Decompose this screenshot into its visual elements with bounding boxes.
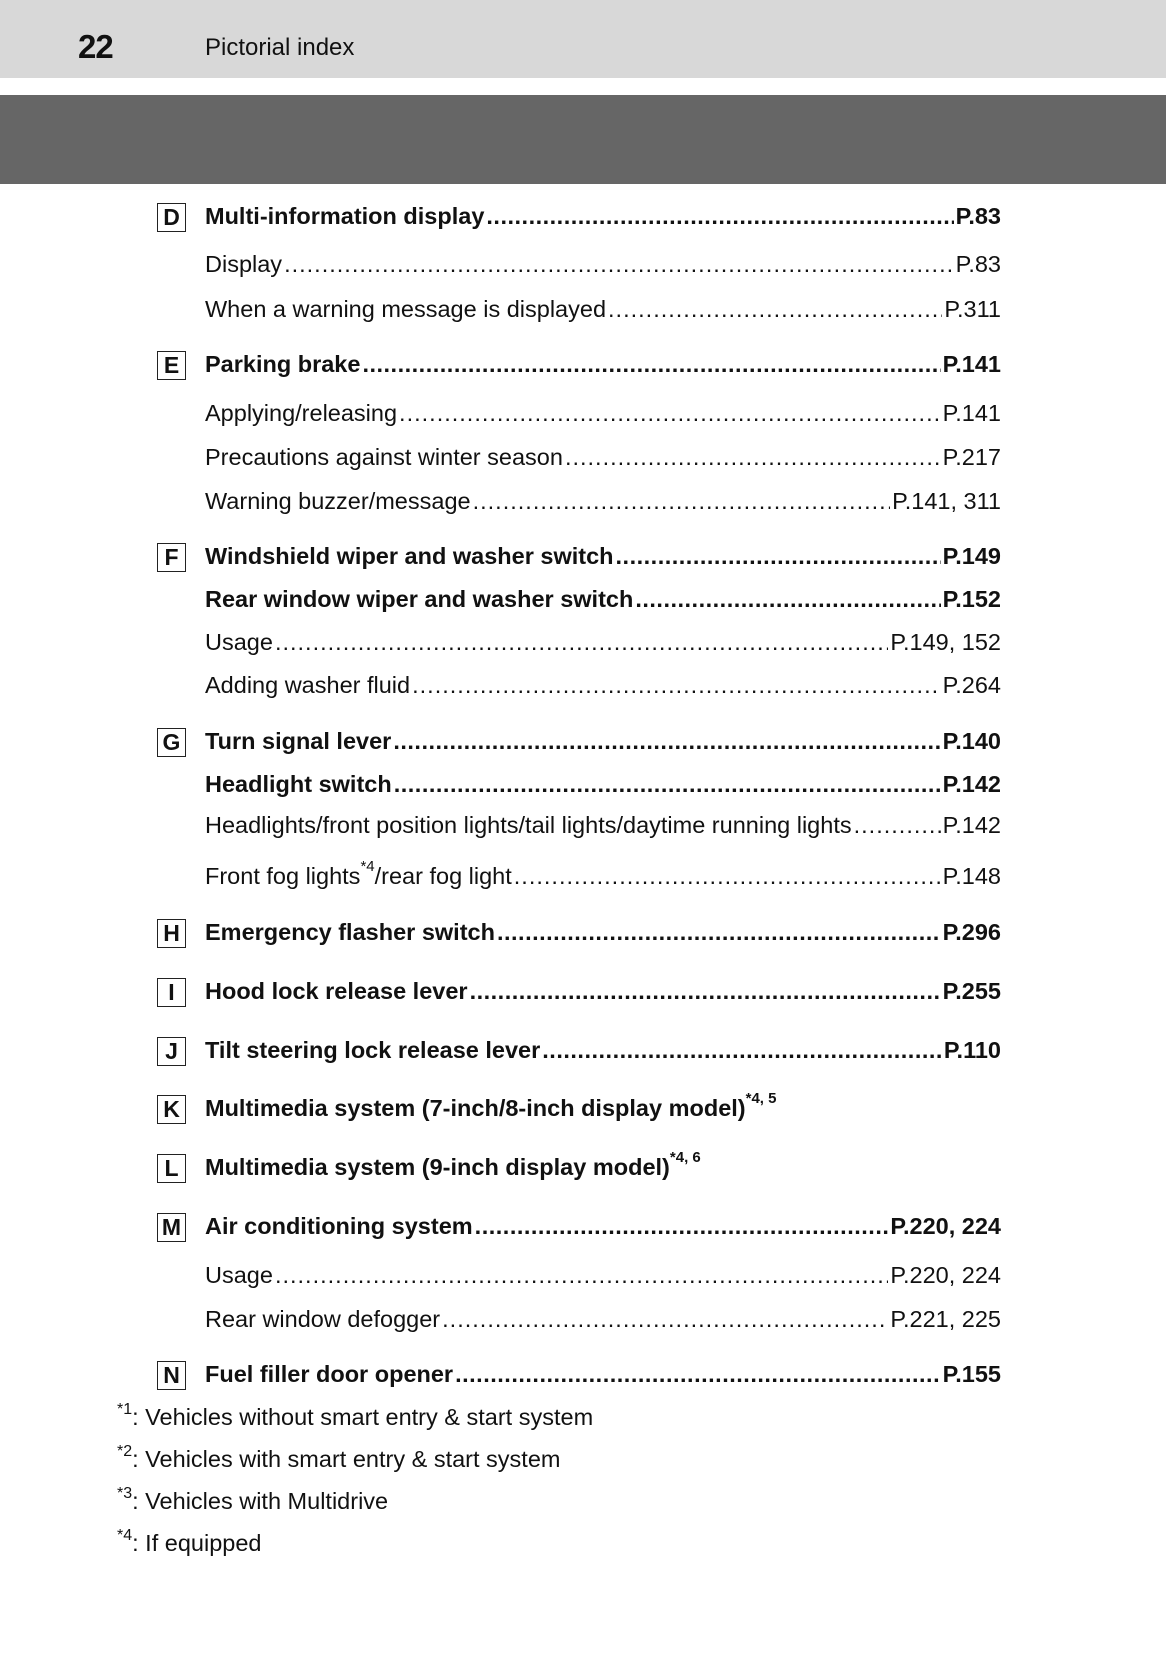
entry-label-text: Multimedia system (9-inch display model) [205,1154,670,1180]
footnote [117,1401,594,1431]
entry-label [205,349,360,379]
item-letter-badge: M [157,1213,186,1242]
entry-label [205,398,397,428]
page-reference-link[interactable]: P.220, 224 [890,1213,1001,1239]
entry-label-text: Display [205,251,283,277]
leader-dots [616,541,941,571]
page-reference-link[interactable]: P.264 [942,672,1001,698]
leader-dots [455,1359,941,1389]
footnote-text: : Vehicles without smart entry & start system [132,1404,594,1430]
footnote-text: : Vehicles with smart entry & start system [132,1446,561,1472]
page-reference-link[interactable]: P.149, 152 [890,629,1001,655]
index-subentry[interactable] [205,627,1001,657]
page-reference-link[interactable]: P.110 [943,1037,1001,1063]
leader-dots [497,917,941,947]
page-reference-link[interactable]: P.155 [942,1361,1001,1387]
index-entry[interactable] [205,541,1001,571]
entry-label [205,858,512,891]
item-letter-badge: J [157,1037,186,1066]
item-letter-badge: I [157,978,186,1007]
page-reference-link[interactable]: P.311 [944,296,1001,322]
leader-dots [362,349,940,379]
page-header [0,0,1166,78]
leader-dots [608,294,942,324]
entry-label [205,627,273,657]
entry-label-text: Headlights/front position lights/tail lights/daytime running lights [205,812,852,838]
page-number: 22 [78,28,113,65]
leader-dots [486,201,953,231]
item-letter-badge: N [157,1361,186,1390]
page-reference-link[interactable]: P.140 [942,728,1001,754]
index-subentry[interactable] [205,442,1001,472]
entry-label-text: Emergency flasher switch [205,919,495,945]
footnote-ref: *4 [360,858,375,875]
leader-dots [565,442,941,472]
leader-dots [393,726,940,756]
item-letter-badge: G [157,728,186,757]
entry-label [205,249,282,279]
footnote-mark: *4 [117,1527,133,1544]
entry-label-text: Multimedia system (7-inch/8-inch display model) [205,1095,746,1121]
index-subentry[interactable] [205,398,1001,428]
entry-label-text: Windshield wiper and washer switch [205,543,614,569]
page-reference-link[interactable]: P.142 [942,771,1001,797]
entry-label-text: /rear fog light [374,863,512,889]
section-title: Pictorial index [205,34,355,61]
index-subentry[interactable] [205,858,1001,891]
item-letter-badge: F [157,543,186,572]
leader-dots [399,398,941,428]
page-reference-link[interactable]: P.83 [955,203,1001,229]
index-entry[interactable] [205,1149,1001,1182]
entry-label [205,917,495,947]
leader-dots [475,1211,889,1241]
item-letter-badge: L [157,1154,186,1183]
entry-label [205,1035,540,1065]
page-reference-link[interactable]: P.141 [942,351,1001,377]
entry-label-text: Fuel filler door opener [205,1361,454,1387]
entry-label [205,1211,473,1241]
page-reference-link[interactable]: P.221, 225 [890,1306,1001,1332]
entry-label-text: Adding washer fluid [205,672,411,698]
leader-dots [854,810,941,840]
footnote-mark: *1 [117,1401,133,1418]
leader-dots [275,1260,888,1290]
entry-label-text: Headlight switch [205,771,392,797]
footnote-text: : If equipped [132,1530,262,1556]
index-subentry[interactable] [205,294,1001,324]
index-subentry[interactable] [205,810,1001,840]
item-letter-badge: E [157,351,186,380]
item-letter-badge: K [157,1095,186,1124]
entry-label-text: Hood lock release lever [205,978,468,1004]
page-reference-link[interactable]: P.217 [942,444,1001,470]
index-subentry[interactable] [205,769,1001,799]
index-entry[interactable] [205,1090,1001,1123]
leader-dots [284,249,954,279]
page-reference-link[interactable]: P.149 [942,543,1001,569]
footnote-mark: *3 [117,1485,133,1502]
entry-label [205,810,852,840]
entry-label [205,1149,701,1182]
entry-label [205,442,563,472]
page-reference-link[interactable]: P.255 [942,978,1001,1004]
page-reference-link[interactable]: P.83 [955,251,1001,277]
index-entry[interactable] [205,917,1001,947]
footnote [117,1443,561,1473]
entry-label-text: Tilt steering lock release lever [205,1037,541,1063]
leader-dots [470,976,941,1006]
footnote-ref: *4, 5 [745,1090,777,1107]
entry-label-text: Usage [205,1262,273,1288]
entry-label-text: Multi-information display [205,203,485,229]
page-reference-link[interactable]: P.148 [942,863,1001,889]
entry-label-text: Turn signal lever [205,728,392,754]
entry-label-text: Front fog lights [205,863,361,889]
leader-dots [412,670,941,700]
index-subentry[interactable] [205,1260,1001,1290]
index-entry[interactable] [205,1035,1001,1065]
entry-label [205,976,468,1006]
leader-dots [394,769,941,799]
page-reference-link[interactable]: P.141, 311 [892,488,1001,514]
footnote [117,1485,389,1515]
footnote [117,1527,262,1557]
leader-dots [275,627,888,657]
item-letter-badge: D [157,203,186,232]
index-subentry[interactable] [205,249,1001,279]
entry-label [205,1304,440,1334]
entry-label-text: Warning buzzer/message [205,488,471,514]
entry-label [205,584,633,614]
footnote-mark: *2 [117,1443,133,1460]
item-letter-badge: H [157,919,186,948]
entry-label-text: Air conditioning system [205,1213,473,1239]
page-reference-link[interactable]: P.152 [942,586,1001,612]
entry-label-text: Usage [205,629,273,655]
entry-label [205,726,391,756]
page-reference-link[interactable]: P.220, 224 [890,1262,1001,1288]
leader-dots [514,861,941,891]
entry-label-text: Rear window defogger [205,1306,441,1332]
entry-label-text: Precautions against winter season [205,444,563,470]
page-reference-link[interactable]: P.141 [942,400,1001,426]
entry-label [205,201,484,231]
index-entry[interactable] [205,726,1001,756]
index-subentry[interactable] [205,584,1001,614]
section-banner [0,95,1166,184]
index-entry[interactable] [205,1359,1001,1389]
page-reference-link[interactable]: P.142 [942,812,1001,838]
leader-dots [442,1304,888,1334]
entry-label [205,486,471,516]
entry-label-text: Rear window wiper and washer switch [205,586,634,612]
entry-label [205,294,606,324]
entry-label [205,769,392,799]
entry-label [205,1359,453,1389]
footnote-ref: *4, 6 [669,1149,701,1166]
entry-label-text: When a warning message is displayed [205,296,607,322]
index-subentry[interactable] [205,1304,1001,1334]
entry-label [205,1260,273,1290]
entry-label-text: Applying/releasing [205,400,398,426]
leader-dots [635,584,940,614]
leader-dots [542,1035,942,1065]
entry-label [205,541,614,571]
footnote-text: : Vehicles with Multidrive [132,1488,389,1514]
entry-label-text: Parking brake [205,351,361,377]
entry-label [205,1090,777,1123]
index-entry[interactable] [205,201,1001,231]
index-subentry[interactable] [205,670,1001,700]
entry-label [205,670,410,700]
index-entry[interactable] [205,976,1001,1006]
index-entry[interactable] [205,349,1001,379]
index-subentry[interactable] [205,486,1001,516]
index-entry[interactable] [205,1211,1001,1241]
page-reference-link[interactable]: P.296 [942,919,1001,945]
leader-dots [473,486,891,516]
